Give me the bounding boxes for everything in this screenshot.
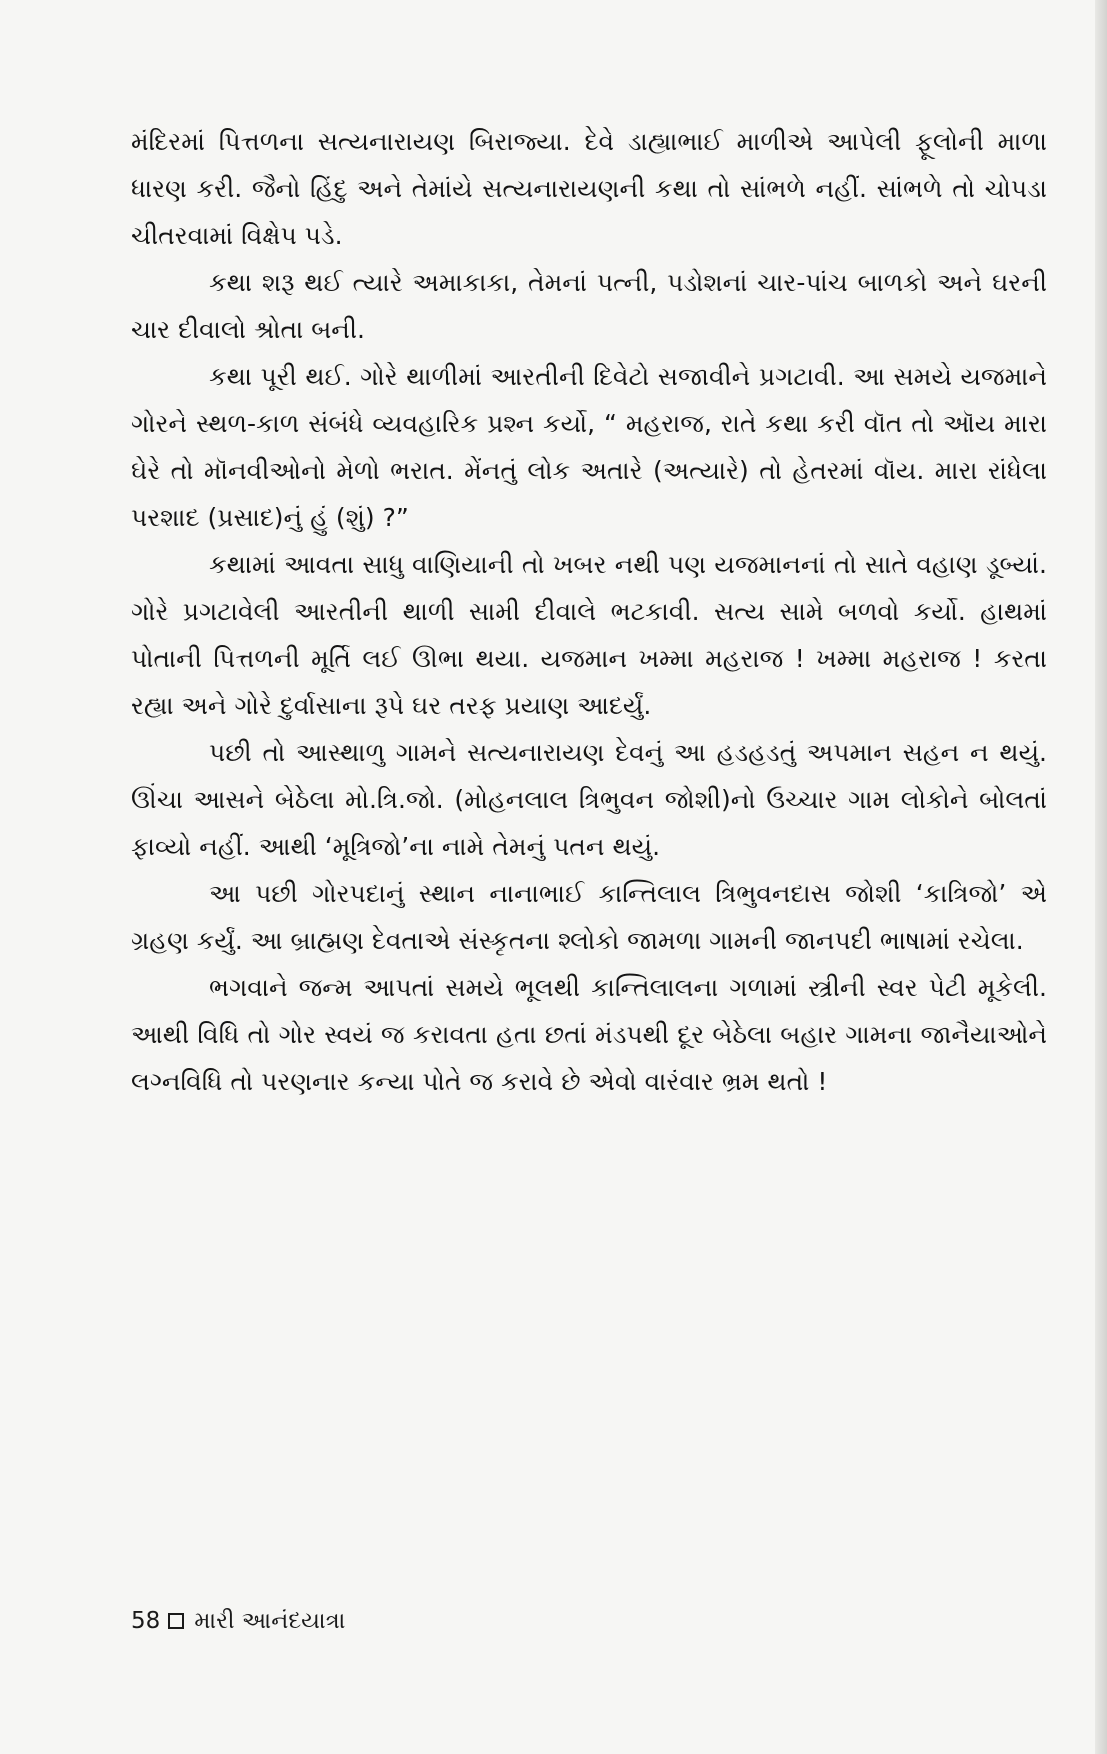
paragraph: કથા શરૂ થઈ ત્યારે અમાકાકા, તેમનાં પત્ની, પડોશનાં ચાર-પાંચ બાળકો અને ઘરની ચાર દીવાલો શ્રોતા બની. <box>131 268 1047 344</box>
paragraph: મંદિરમાં પિત્તળના સત્યનારાયણ બિરાજ્યા. દેવે ડાહ્યાભાઈ માળીએ આપેલી ફૂલોની માળા ધારણ કરી. જૈનો હિંદુ અને તેમાંયે સત્યનારાયણની કથા તો સાંભળે નહીં. સાંભળે તો ચોપડા ચીતરવામાં વિક્ષેપ પડે. <box>131 127 1047 250</box>
page-edge <box>1095 0 1107 1754</box>
paragraph: આ પછી ગોરપદાનું સ્થાન નાનાભાઈ કાન્તિલાલ ત્રિભુવનદાસ જોશી ‘કાત્રિજો’ એ ગ્રહણ કર્યું. આ બ્રાહ્મણ દેવતાએ સંસ્કૃતના શ્લોકો જામળા ગામની જાનપદી ભાષામાં રચેલા. <box>131 879 1047 955</box>
page-number: 58 <box>131 1608 161 1634</box>
paragraph: ભગવાને જન્મ આપતાં સમયે ભૂલથી કાન્તિલાલના ગળામાં સ્ત્રીની સ્વર પેટી મૂકેલી. આથી વિધિ તો ગોર સ્વયં જ કરાવતા હતા છતાં મંડપથી દૂર બેઠેલા બહાર ગામના જાનૈયાઓને લગ્નવિધિ તો પરણનાર કન્યા પોતે જ કરાવે છે એવો વારંવાર ભ્રમ થતો ! <box>131 973 1047 1096</box>
page-footer <box>131 1605 345 1637</box>
paragraph: કથા પૂરી થઈ. ગોરે થાળીમાં આરતીની દિવેટો સજાવીને પ્રગટાવી. આ સમયે યજમાને ગોરને સ્થળ-કાળ સંબંધે વ્યવહારિક પ્રશ્ન કર્યો, “ મહરાજ, રાતે કથા કરી વૉત તો ઑય મારા ઘેરે તો મૉનવીઓનો મેળો ભરાત. મેંનતું લોક અતારે (અત્યારે) તો હેતરમાં વૉય. મારા રાંધેલા પરશાદ (પ્રસાદ)નું હું (શું) ?” <box>131 362 1047 532</box>
body-text <box>131 118 1047 1105</box>
paragraph: કથામાં આવતા સાધુ વાણિયાની તો ખબર નથી પણ યજમાનનાં તો સાતે વહાણ ડૂબ્યાં. ગોરે પ્રગટાવેલી આરતીની થાળી સામી દીવાલે ભટકાવી. સત્ય સામે બળવો કર્યો. હાથમાં પોતાની પિત્તળની મૂર્તિ લઈ ઊભા થયા. યજમાન ખમ્મા મહરાજ ! ખમ્મા મહરાજ ! કરતા રહ્યા અને ગોરે દુર્વાસાના રૂપે ઘર તરફ પ્રયાણ આદર્યું. <box>131 550 1047 720</box>
book-title: મારી આનંદયાત્રા <box>194 1608 346 1634</box>
paragraph: પછી તો આસ્થાળુ ગામને સત્યનારાયણ દેવનું આ હડહડતું અપમાન સહન ન થયું. ઊંચા આસને બેઠેલા મો.ત્રિ.જો. (મોહનલાલ ત્રિભુવન જોશી)નો ઉચ્ચાર ગામ લોકોને બોલતાં ફાવ્યો નહીં. આથી ‘મૂત્રિજો’ના નામે તેમનું પતન થયું. <box>131 738 1047 861</box>
square-bullet-icon <box>168 1613 184 1629</box>
